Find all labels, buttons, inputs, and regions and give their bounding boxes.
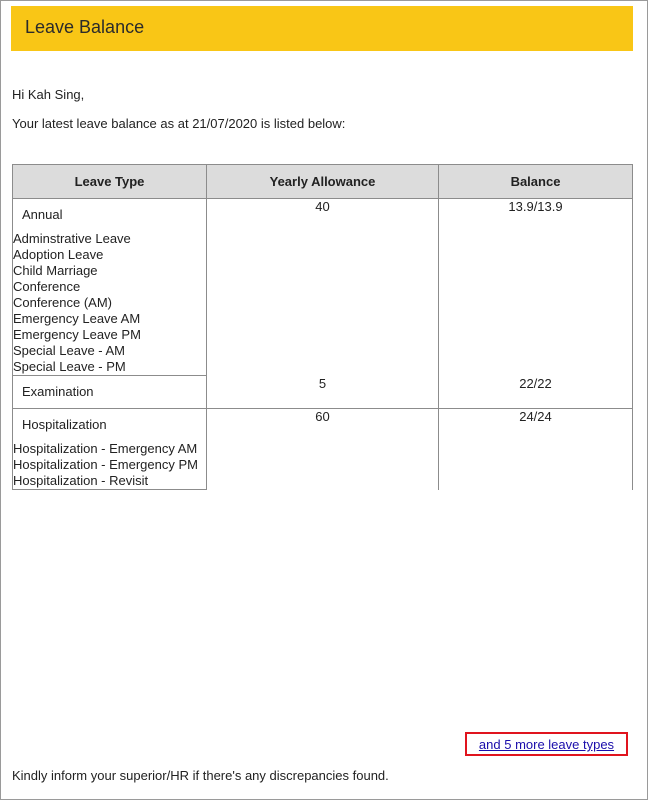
- balance-cell: 24/24: [439, 409, 633, 490]
- intro-text: Your latest leave balance as at 21/07/2020 is listed below:: [12, 116, 346, 131]
- column-header-yearly-allowance: Yearly Allowance: [207, 165, 439, 199]
- more-leave-types-link[interactable]: and 5 more leave types: [478, 737, 615, 752]
- leave-subtype-label: Hospitalization - Emergency AM: [13, 441, 207, 457]
- leave-type-cell: [13, 199, 207, 232]
- table-row: [13, 199, 633, 232]
- leave-subtype-label: Special Leave - PM: [13, 359, 207, 376]
- page-title: Leave Balance: [25, 17, 145, 37]
- table-row: [13, 409, 633, 442]
- footer-note: Kindly inform your superior/HR if there's any discrepancies found.: [12, 768, 389, 783]
- leave-subtype-label: Conference: [13, 279, 207, 295]
- leave-type-label: Hospitalization: [22, 417, 107, 432]
- leave-type-label: Examination: [22, 384, 94, 399]
- leave-subtype-label: Emergency Leave PM: [13, 327, 207, 343]
- leave-subtype-label: Emergency Leave AM: [13, 311, 207, 327]
- more-leave-types-highlight: [465, 732, 628, 756]
- leave-subtype-label: Hospitalization - Emergency PM: [13, 457, 207, 473]
- column-header-leave-type: Leave Type: [13, 165, 207, 199]
- balance-cell: 22/22: [439, 376, 633, 409]
- leave-subtype-label: Special Leave - AM: [13, 343, 207, 359]
- leave-type-cell: [13, 376, 207, 409]
- leave-type-cell: [13, 409, 207, 442]
- leave-subtype-label: Hospitalization - Revisit: [13, 473, 207, 490]
- leave-subtype-label: Adminstrative Leave: [13, 231, 207, 247]
- table-header-row: [13, 165, 633, 199]
- leave-subtype-label: Adoption Leave: [13, 247, 207, 263]
- leave-subtype-label: Child Marriage: [13, 263, 207, 279]
- header-banner: [11, 6, 633, 51]
- leave-type-label: Annual: [22, 207, 63, 222]
- table-row: [13, 376, 633, 409]
- column-header-balance: Balance: [439, 165, 633, 199]
- leave-subtype-label: Conference (AM): [13, 295, 207, 311]
- greeting-text: Hi Kah Sing,: [12, 87, 85, 102]
- yearly-allowance-cell: 40: [207, 199, 439, 376]
- leave-balance-table: [12, 164, 633, 490]
- yearly-allowance-cell: 60: [207, 409, 439, 490]
- balance-cell: 13.9/13.9: [439, 199, 633, 376]
- yearly-allowance-cell: 5: [207, 376, 439, 409]
